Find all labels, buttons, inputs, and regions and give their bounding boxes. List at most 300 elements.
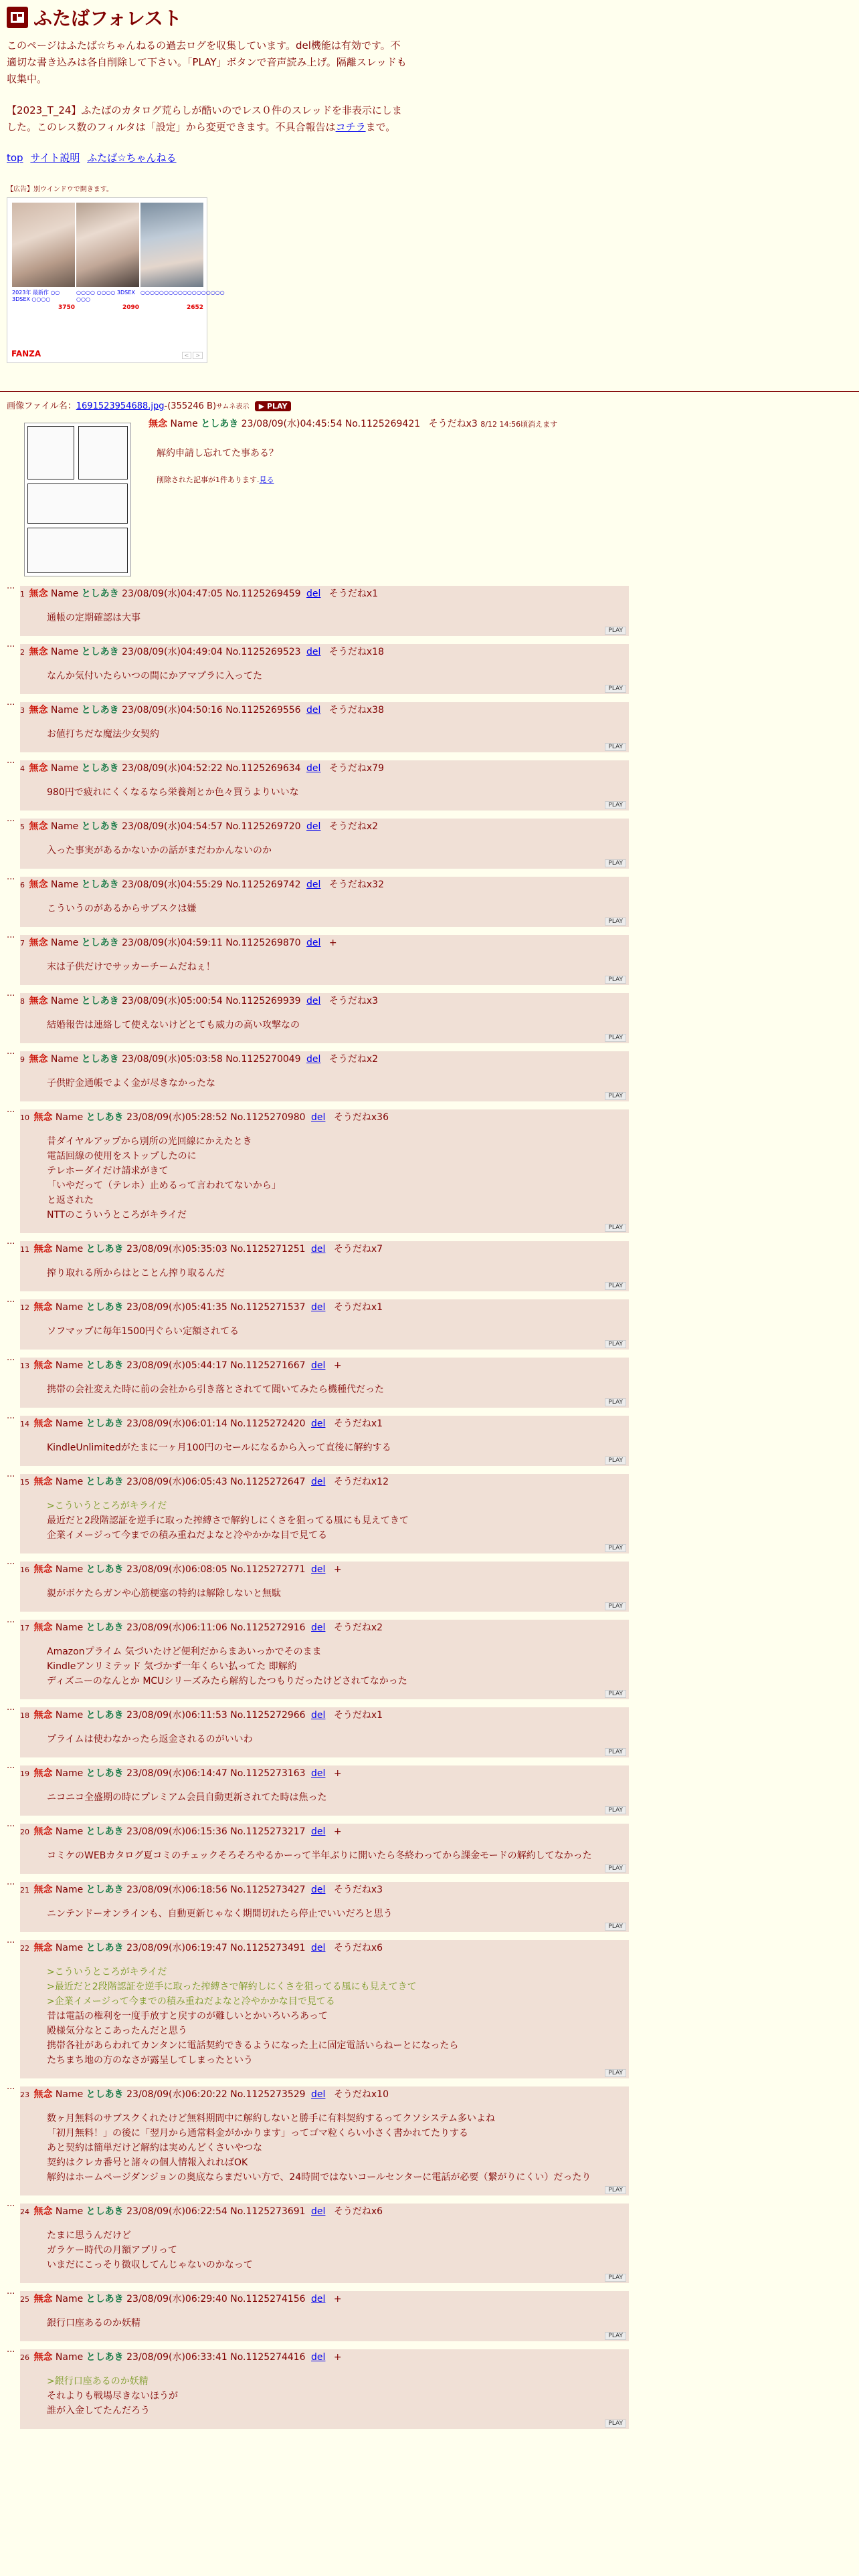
reply-header: 3 無念 Name としあき 23/08/09(水)04:50:16 No.1125269556 del そうだねx38 (20, 705, 384, 716)
del-link[interactable]: del (311, 2089, 326, 2100)
reply-number[interactable]: No.1125272647 (230, 1477, 306, 1487)
reply-name: としあき (86, 1418, 124, 1429)
del-link[interactable]: del (311, 2206, 326, 2217)
soudane-button[interactable]: + (333, 1564, 342, 1575)
del-link[interactable]: del (311, 1943, 326, 1953)
ad-text[interactable]: 2023年 最新作 ○○ 3DSEX ○○○○ (12, 290, 60, 302)
ad-pager (181, 352, 203, 358)
reply-index: 26 (20, 2353, 29, 2362)
reply-number[interactable]: No.1125269720 (225, 821, 301, 832)
reply-subject: 無念 (33, 1885, 53, 1895)
soudane-button[interactable]: そうだねx6 (333, 1943, 383, 1953)
reply-datetime: 23/08/09(水)04:59:11 (122, 938, 223, 948)
play-small-button[interactable]: PLAY (605, 1340, 626, 1348)
del-link[interactable]: del (306, 938, 321, 948)
reply-name: としあき (86, 1710, 124, 1721)
soudane-button[interactable]: そうだねx1 (333, 1418, 383, 1429)
reply-datetime: 23/08/09(水)06:18:56 (126, 1885, 227, 1895)
reply-box (20, 1474, 629, 1553)
reply-number[interactable]: No.1125273491 (230, 1943, 306, 1953)
ellipsis-icon[interactable]: ··· (7, 1414, 15, 1424)
reply-datetime: 23/08/09(水)05:41:35 (126, 1302, 227, 1313)
play-small-button[interactable]: PLAY (605, 918, 626, 926)
del-link[interactable]: del (311, 1564, 326, 1575)
reply-subject: 無念 (33, 2089, 53, 2100)
reply-number[interactable]: No.1125274156 (230, 2294, 306, 2304)
reply-box (20, 1051, 629, 1101)
reply-box (20, 1707, 629, 1757)
play-small-button[interactable]: PLAY (605, 685, 626, 693)
reply-index: 16 (20, 1566, 29, 1574)
reply-box (20, 877, 629, 927)
ellipsis-icon[interactable]: ··· (7, 1763, 15, 1774)
reply-line: それよりも戦場尽きないほうが (47, 2391, 178, 2401)
reply-box (20, 2204, 629, 2283)
reply-number[interactable]: No.1125271667 (230, 1360, 306, 1371)
soudane-button[interactable]: そうだねx18 (328, 647, 384, 657)
soudane-button[interactable]: + (328, 938, 337, 948)
reply-post (7, 1241, 676, 1291)
reply-text (47, 785, 625, 800)
reply-line: 誰が入金してたんだろう (47, 2405, 150, 2416)
site-title-text: ふたばフォレスト (33, 7, 182, 29)
soudane-button[interactable]: そうだねx38 (328, 705, 384, 716)
del-link[interactable]: del (306, 763, 321, 774)
reply-index: 21 (20, 1886, 29, 1895)
reply-index: 19 (20, 1769, 29, 1778)
reply-subject: 無念 (33, 1826, 53, 1837)
ellipsis-icon[interactable]: ··· (7, 584, 15, 594)
reply-number[interactable]: No.1125269870 (225, 938, 301, 948)
reply-line: お値打ちだな魔法少女契約 (47, 729, 159, 740)
reply-subject: 無念 (29, 996, 48, 1006)
report-link[interactable]: コチラ (335, 121, 366, 133)
op-thumbnail[interactable] (24, 423, 131, 576)
nav-top-link[interactable]: top (7, 152, 23, 164)
reply-header: 17 無念 Name としあき 23/08/09(水)06:11:06 No.1125272916 del そうだねx2 (20, 1622, 383, 1633)
reply-index: 25 (20, 2295, 29, 2304)
ellipsis-icon[interactable]: ··· (7, 1472, 15, 1482)
ellipsis-icon[interactable]: ··· (7, 2347, 15, 2357)
reply-header: 5 無念 Name としあき 23/08/09(水)04:54:57 No.1125269720 del そうだねx2 (20, 821, 379, 832)
ad-text[interactable]: ○○○○ ○○○○ 3DSEX ○○○ (76, 290, 135, 302)
op-text: 解約申請し忘れてた事ある？ (157, 448, 278, 459)
reply-line: 子供貯金通帳でよく金が尽きなかったな (47, 1078, 215, 1089)
reply-line: 殿様気分なとこあったんだと思う (47, 2026, 187, 2036)
ellipsis-icon[interactable]: ··· (7, 875, 15, 885)
reply-text (47, 2228, 625, 2272)
del-link[interactable]: del (306, 996, 321, 1006)
reply-subject: 無念 (33, 1418, 53, 1429)
soudane-button[interactable]: そうだねx36 (333, 1112, 389, 1123)
reply-number[interactable]: No.1125269523 (225, 647, 301, 657)
reply-subject: 無念 (33, 1943, 53, 1953)
soudane-button[interactable]: そうだねx7 (333, 1244, 383, 1255)
reply-number[interactable]: No.1125269634 (225, 763, 301, 774)
play-small-button[interactable]: PLAY (605, 2274, 626, 2282)
soudane-button[interactable]: + (333, 2352, 342, 2363)
play-small-button[interactable]: PLAY (605, 859, 626, 867)
ellipsis-icon[interactable]: ··· (7, 758, 15, 768)
play-small-button[interactable]: PLAY (605, 1690, 626, 1698)
reply-box (20, 993, 629, 1043)
reply-header: 19 無念 Name としあき 23/08/09(水)06:14:47 No.1125273163 del + (20, 1768, 342, 1779)
ad-item[interactable] (76, 203, 139, 311)
reply-line: 980円で疲れにくくなるなら栄養剤とか色々買うよりいいな (47, 787, 299, 798)
reply-line: たまに思うんだけど (47, 2230, 131, 2241)
reply-box (20, 1241, 629, 1291)
del-link[interactable]: del (306, 821, 321, 832)
reply-box (20, 644, 629, 694)
soudane-button[interactable]: そうだねx2 (333, 1622, 383, 1633)
image-file-link[interactable]: 1691523954688.jpg (76, 401, 165, 411)
reply-number[interactable]: No.1125273691 (230, 2206, 306, 2217)
op-subject: 無念 (149, 419, 167, 429)
op-soudane[interactable]: そうだねx3 (428, 419, 478, 429)
reply-subject: 無念 (33, 2206, 53, 2217)
reply-number[interactable]: No.1125269939 (225, 996, 301, 1006)
reply-name: としあき (81, 938, 119, 948)
play-small-button[interactable]: PLAY (605, 1282, 626, 1290)
reply-box (20, 819, 629, 869)
del-link[interactable]: del (311, 1622, 326, 1633)
soudane-button[interactable]: そうだねx12 (333, 1477, 389, 1487)
ellipsis-icon[interactable]: ··· (7, 1938, 15, 1948)
ad-price: 2652 (186, 304, 203, 311)
reply-number[interactable]: No.1125272966 (230, 1710, 306, 1721)
reply-post (7, 702, 676, 752)
reply-index: 3 (20, 706, 25, 715)
reply-subject: 無念 (29, 879, 48, 890)
reply-post (7, 644, 676, 694)
play-small-button[interactable]: PLAY (605, 801, 626, 809)
ad-next-button[interactable]: > (193, 352, 203, 359)
soudane-button[interactable]: そうだねx6 (333, 2206, 383, 2217)
reply-name: としあき (86, 1826, 124, 1837)
play-button[interactable]: ▶ PLAY (255, 401, 292, 411)
reply-index: 20 (20, 1828, 29, 1836)
reply-name: としあき (86, 2206, 124, 2217)
manga-panel (27, 484, 128, 524)
reply-box (20, 1109, 629, 1233)
ellipsis-icon[interactable]: ··· (7, 2202, 15, 2212)
reply-line: たちまち地の方のなさが露呈してしまったという (47, 2055, 253, 2066)
soudane-button[interactable]: そうだねx1 (328, 588, 379, 599)
ellipsis-icon[interactable]: ··· (7, 1618, 15, 1628)
reply-datetime: 23/08/09(水)06:33:41 (126, 2352, 227, 2363)
reply-index: 9 (20, 1055, 25, 1064)
reply-number[interactable]: No.1125272771 (230, 1564, 306, 1575)
del-link[interactable]: del (311, 1885, 326, 1895)
reply-name: としあき (86, 1564, 124, 1575)
del-link[interactable]: del (306, 647, 321, 657)
del-link[interactable]: del (306, 879, 321, 890)
ellipsis-icon[interactable]: ··· (7, 2289, 15, 2299)
reply-line: >最近だと2段階認証を逆手に取った搾縛さで解約しにくさを狙ってる風にも見えてきて (47, 1981, 417, 1992)
reply-number[interactable]: No.1125273163 (230, 1768, 306, 1779)
play-small-button[interactable]: PLAY (605, 1224, 626, 1232)
reply-number[interactable]: No.1125271251 (230, 1244, 306, 1255)
reply-name: としあき (86, 1943, 124, 1953)
reply-subject: 無念 (33, 1564, 53, 1575)
play-small-button[interactable]: PLAY (605, 743, 626, 751)
reply-number[interactable]: No.1125274416 (230, 2352, 306, 2363)
soudane-button[interactable]: + (333, 1826, 342, 1837)
reply-number[interactable]: No.1125272420 (230, 1418, 306, 1429)
reply-name: としあき (81, 705, 119, 716)
soudane-button[interactable]: そうだねx10 (333, 2089, 389, 2100)
reply-box (20, 2291, 629, 2341)
reply-line: テレホーダイだけ請求がきて (47, 1166, 169, 1176)
reply-post (7, 1051, 676, 1101)
reply-box (20, 1358, 629, 1408)
reply-line: ニンテンドーオンラインも、自動更新じゃなく期間切れたら停止でいいだろと思う (47, 1909, 393, 1919)
reply-post (7, 2204, 676, 2283)
nav-futaba-link[interactable]: ふたば☆ちゃんねる (87, 152, 177, 164)
reply-index: 12 (20, 1303, 29, 1312)
del-link[interactable]: del (311, 1710, 326, 1721)
reply-text (47, 669, 625, 683)
ellipsis-icon[interactable]: ··· (7, 1107, 15, 1117)
ad-image[interactable] (12, 203, 75, 287)
reply-number[interactable]: No.1125273427 (230, 1885, 306, 1895)
reply-header: 2 無念 Name としあき 23/08/09(水)04:49:04 No.1125269523 del そうだねx18 (20, 647, 384, 657)
play-small-button[interactable]: PLAY (605, 1398, 626, 1406)
reply-name: としあき (81, 879, 119, 890)
del-link[interactable]: del (311, 1477, 326, 1487)
soudane-button[interactable]: そうだねx2 (328, 1054, 379, 1065)
reply-datetime: 23/08/09(水)06:05:43 (126, 1477, 227, 1487)
ellipsis-icon[interactable]: ··· (7, 642, 15, 652)
reply-index: 17 (20, 1624, 29, 1632)
reply-text (47, 1499, 625, 1543)
ad-banner[interactable] (7, 197, 225, 363)
play-small-button[interactable]: PLAY (605, 1034, 626, 1042)
play-small-button[interactable]: PLAY (605, 1092, 626, 1100)
soudane-button[interactable]: そうだねx3 (328, 996, 379, 1006)
reply-post (7, 1620, 676, 1699)
reply-subject: 無念 (33, 1622, 53, 1633)
play-small-button[interactable]: PLAY (605, 976, 626, 984)
ellipsis-icon[interactable]: ··· (7, 2084, 15, 2095)
ellipsis-icon[interactable]: ··· (7, 933, 15, 943)
ellipsis-icon[interactable]: ··· (7, 817, 15, 827)
reply-box (20, 1882, 629, 1932)
reply-box (20, 1562, 629, 1612)
ellipsis-icon[interactable]: ··· (7, 1880, 15, 1890)
del-link[interactable]: del (311, 2294, 326, 2304)
soudane-button[interactable]: そうだねx79 (328, 763, 384, 774)
soudane-button[interactable]: そうだねx3 (333, 1885, 383, 1895)
reply-line: 昔ダイヤルアップから別所の光回線にかえたとき (47, 1136, 252, 1147)
reply-index: 18 (20, 1711, 29, 1720)
reply-subject: 無念 (33, 1710, 53, 1721)
reply-text (47, 1732, 625, 1747)
play-small-button[interactable]: PLAY (605, 1602, 626, 1610)
reply-number[interactable]: No.1125271537 (230, 1302, 306, 1313)
reply-datetime: 23/08/09(水)06:22:54 (126, 2206, 227, 2217)
play-small-button[interactable]: PLAY (605, 1806, 626, 1814)
reply-name: としあき (86, 1885, 124, 1895)
reply-number[interactable]: No.1125273529 (230, 2089, 306, 2100)
reply-text (47, 1382, 625, 1397)
ellipsis-icon[interactable]: ··· (7, 1822, 15, 1832)
ellipsis-icon[interactable]: ··· (7, 1049, 15, 1059)
reply-line: 電話回線の使用をストップしたのに (47, 1151, 197, 1162)
del-link[interactable]: del (311, 2352, 326, 2363)
reply-datetime: 23/08/09(水)05:00:54 (122, 996, 223, 1006)
reply-post (7, 2349, 676, 2429)
play-small-button[interactable]: PLAY (605, 1748, 626, 1756)
soudane-button[interactable]: そうだねx2 (328, 821, 379, 832)
op-name: としあき (201, 419, 239, 429)
reply-line: 解約はホームページダンジョンの奥底ならまだいい方で、24時間ではないコールセンターに電話が必要（繋がりにくい）だったり (47, 2172, 591, 2183)
del-link[interactable]: del (306, 705, 321, 716)
ellipsis-icon[interactable]: ··· (7, 991, 15, 1001)
reply-header: 7 無念 Name としあき 23/08/09(水)04:59:11 No.1125269870 del + (20, 938, 337, 948)
reply-header: 18 無念 Name としあき 23/08/09(水)06:11:53 No.1125272966 del そうだねx1 (20, 1710, 383, 1721)
ad-item[interactable] (140, 203, 225, 311)
reply-header: 16 無念 Name としあき 23/08/09(水)06:08:05 No.1125272771 del + (20, 1564, 342, 1575)
ad-label: 【広告】別ウインドウで開きます。 (7, 186, 113, 193)
reply-text (47, 1586, 625, 1601)
soudane-button[interactable]: そうだねx32 (328, 879, 384, 890)
reply-line: 入った事実があるかないかの話がまだわかんないのか (47, 845, 272, 856)
reply-box (20, 1416, 629, 1466)
reply-line: 携帯各社があらわれてカンタンに電話契約できるようになった上に固定電話いらねーとになったら (47, 2040, 459, 2051)
reply-index: 15 (20, 1478, 29, 1487)
del-link[interactable]: del (311, 1768, 326, 1779)
soudane-button[interactable]: + (333, 2294, 342, 2304)
reply-line: と返された (47, 1195, 94, 1206)
show-deleted-link[interactable]: 見る (259, 475, 274, 484)
play-small-button[interactable]: PLAY (605, 2332, 626, 2340)
header-divider (0, 391, 859, 392)
reply-header: 9 無念 Name としあき 23/08/09(水)05:03:58 No.1125270049 del そうだねx2 (20, 1054, 379, 1065)
soudane-button[interactable]: そうだねx1 (333, 1710, 383, 1721)
reply-name: としあき (81, 763, 119, 774)
fanza-logo[interactable]: FANZA (11, 349, 41, 358)
reply-subject: 無念 (33, 1360, 53, 1371)
reply-post (7, 586, 676, 636)
op-number[interactable]: No.1125269421 (345, 419, 421, 429)
play-small-button[interactable]: PLAY (605, 1923, 626, 1931)
ad-item[interactable] (12, 203, 75, 311)
reply-text (47, 1790, 625, 1805)
reply-text (47, 2111, 625, 2185)
reply-post (7, 819, 676, 869)
ad-image[interactable] (140, 203, 203, 287)
reply-box (20, 760, 629, 811)
reply-subject: 無念 (29, 705, 48, 716)
reply-datetime: 23/08/09(水)05:28:52 (126, 1112, 227, 1123)
reply-post (7, 1562, 676, 1612)
play-small-button[interactable]: PLAY (605, 2069, 626, 2077)
play-small-button[interactable]: PLAY (605, 1864, 626, 1872)
soudane-button[interactable]: + (333, 1768, 342, 1779)
del-link[interactable]: del (311, 1244, 326, 1255)
reply-subject: 無念 (29, 763, 48, 774)
reply-number[interactable]: No.1125272916 (230, 1622, 306, 1633)
reply-line: ディズニーのなんとか MCUシリーズみたら解約したつもりだったけどされてなかった (47, 1676, 407, 1687)
ad-text[interactable]: ○○○○○○○○○○○○○○○○○○ (140, 290, 225, 296)
del-link[interactable]: del (311, 1360, 326, 1371)
ellipsis-icon[interactable]: ··· (7, 1705, 15, 1715)
reply-header: 21 無念 Name としあき 23/08/09(水)06:18:56 No.1125273427 del そうだねx3 (20, 1885, 383, 1895)
ad-price: 3750 (58, 304, 75, 311)
soudane-button[interactable]: そうだねx1 (333, 1302, 383, 1313)
reply-datetime: 23/08/09(水)06:08:05 (126, 1564, 227, 1575)
reply-name: としあき (81, 588, 119, 599)
ellipsis-icon[interactable]: ··· (7, 1560, 15, 1570)
reply-subject: 無念 (29, 821, 48, 832)
del-link[interactable]: del (311, 1302, 326, 1313)
thumb-note: サムネ表示 (216, 403, 250, 411)
reply-number[interactable]: No.1125270049 (225, 1054, 301, 1065)
reply-post (7, 1358, 676, 1408)
reply-number[interactable]: No.1125269556 (225, 705, 301, 716)
reply-line: あと契約は簡単だけど解約は実めんどくさいやつな (47, 2143, 262, 2153)
ad-image[interactable] (76, 203, 139, 287)
play-small-button[interactable]: PLAY (605, 627, 626, 635)
ad-prev-button[interactable]: < (182, 352, 192, 359)
ellipsis-icon[interactable]: ··· (7, 1297, 15, 1307)
reply-line: Amazonプライム 気づいたけど便利だからまあいっかでそのまま (47, 1646, 322, 1657)
reply-subject: 無念 (33, 1302, 53, 1313)
play-small-button[interactable]: PLAY (605, 1457, 626, 1465)
reply-line: 結婚報告は連絡して使えないけどとても威力の高い攻撃なの (47, 1020, 300, 1031)
ellipsis-icon[interactable]: ··· (7, 1239, 15, 1249)
del-link[interactable]: del (306, 588, 321, 599)
reply-line: KindleUnlimitedがたまに一ヶ月100円のセールになるから入って直後に解約する (47, 1442, 391, 1453)
reply-text (47, 1018, 625, 1033)
del-link[interactable]: del (311, 1418, 326, 1429)
reply-datetime: 23/08/09(水)06:11:06 (126, 1622, 227, 1633)
reply-line: 搾り取れる所からはとことん搾り取るんだ (47, 1268, 225, 1279)
reply-number[interactable]: No.1125269459 (225, 588, 301, 599)
reply-number[interactable]: No.1125273217 (230, 1826, 306, 1837)
reply-line: 「初月無料！」の後に「翌月から通常料金がかかります」ってゴマ粒くらい小さく書かれてたりする (47, 2128, 468, 2139)
reply-post (7, 877, 676, 927)
site-title[interactable] (7, 4, 852, 31)
reply-subject: 無念 (29, 588, 48, 599)
reply-text (47, 727, 625, 742)
reply-line: 企業イメージって今までの積み重ねだよなと冷やかかな目で見てる (47, 1530, 328, 1541)
reply-subject: 無念 (33, 1112, 53, 1123)
reply-number[interactable]: No.1125270980 (230, 1112, 306, 1123)
reply-index: 14 (20, 1420, 29, 1428)
op-datetime: 23/08/09(水)04:45:54 (241, 419, 343, 429)
play-small-button[interactable]: PLAY (605, 2420, 626, 2428)
nav-about-link[interactable]: サイト説明 (30, 152, 80, 164)
ellipsis-icon[interactable]: ··· (7, 700, 15, 710)
play-small-button[interactable]: PLAY (605, 1544, 626, 1552)
play-small-button[interactable]: PLAY (605, 2186, 626, 2194)
reply-line: >企業イメージって今までの積み重ねだよなと冷やかかな目で見てる (47, 1996, 335, 2007)
ellipsis-icon[interactable]: ··· (7, 1356, 15, 1366)
reply-index: 22 (20, 1944, 29, 1953)
reply-number[interactable]: No.1125269742 (225, 879, 301, 890)
del-link[interactable]: del (311, 1826, 326, 1837)
soudane-button[interactable]: + (333, 1360, 342, 1371)
del-link[interactable]: del (311, 1112, 326, 1123)
reply-line: 末は子供だけでサッカーチームだねぇ！ (47, 962, 215, 972)
reply-index: 13 (20, 1362, 29, 1370)
reply-post (7, 1416, 676, 1466)
reply-header: 8 無念 Name としあき 23/08/09(水)05:00:54 No.1125269939 del そうだねx3 (20, 996, 379, 1006)
reply-line: ニコニコ全盛期の時にプレミアム会員自動更新されてた時は焦った (47, 1792, 327, 1803)
del-link[interactable]: del (306, 1054, 321, 1065)
